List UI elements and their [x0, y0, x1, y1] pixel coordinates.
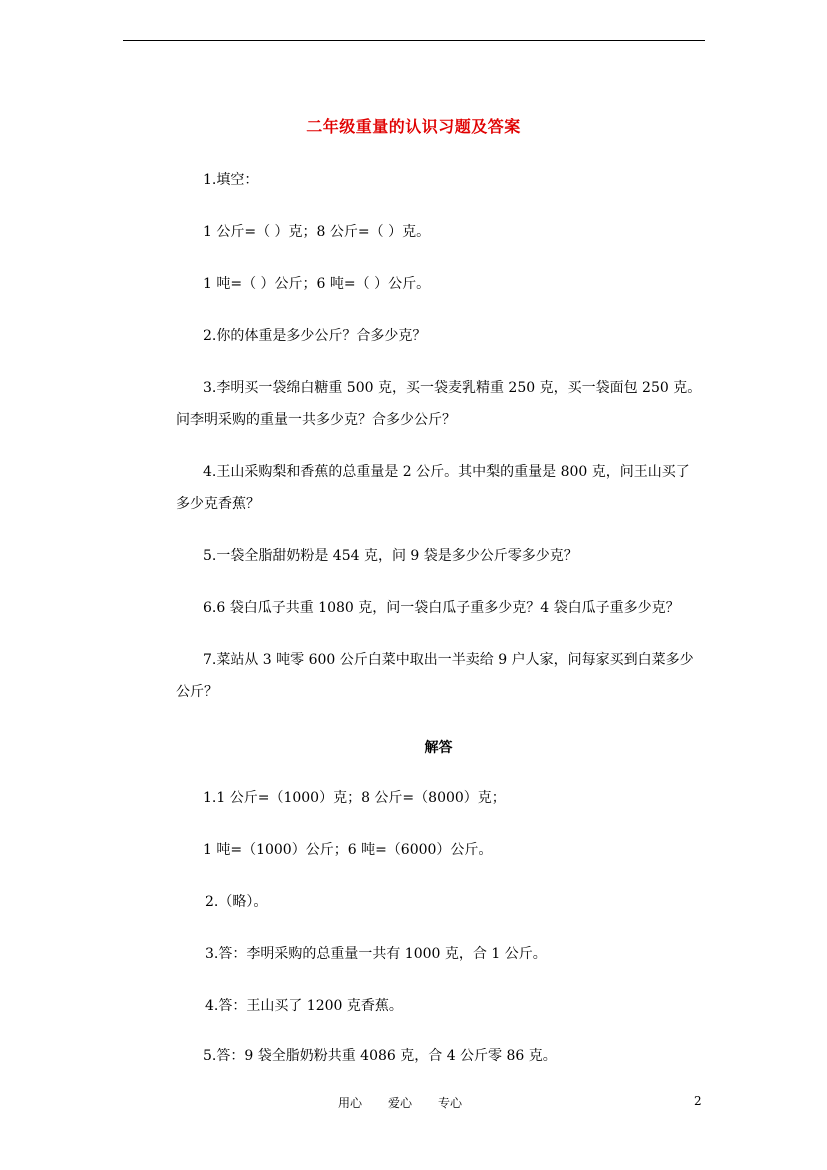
answer-4: 4.答：王山买了 1200 克香蕉。 [205, 998, 403, 1014]
question-1-title: 1.填空： [203, 172, 259, 188]
question-6: 6.6 袋白瓜子共重 1080 克，问一袋白瓜子重多少克？4 袋白瓜子重多少克？ [203, 600, 680, 616]
question-4-line-2: 多少克香蕉？ [176, 496, 260, 512]
question-3-line-2: 问李明采购的重量一共多少克？合多少公斤？ [176, 412, 456, 428]
answer-1-line-1: 1.1 公斤=（1000）克；8 公斤=（8000）克； [203, 790, 506, 806]
question-7-line-2: 公斤？ [176, 684, 218, 700]
answer-5: 5.答：9 袋全脂奶粉共重 4086 克，合 4 公斤零 86 克。 [203, 1048, 557, 1064]
answer-1-line-2: 1 吨=（1000）公斤；6 吨=（6000）公斤。 [203, 842, 493, 858]
question-7-line-1: 7.菜站从 3 吨零 600 公斤白菜中取出一半卖给 9 户人家，问每家买到白菜多少 [203, 652, 694, 668]
question-5: 5.一袋全脂甜奶粉是 454 克，问 9 袋是多少公斤零多少克？ [203, 548, 578, 564]
question-1-line-1: 1 公斤=（ ）克；8 公斤=（ ）克。 [203, 224, 431, 240]
footer-motto-3: 专心 [438, 1096, 463, 1110]
header-rule [123, 40, 705, 41]
answer-2: 2.（略）。 [205, 894, 268, 910]
answer-3: 3.答：李明采购的总重量一共有 1000 克，合 1 公斤。 [205, 946, 547, 962]
page-title: 二年级重量的认识习题及答案 [306, 117, 521, 136]
answers-heading: 解答 [424, 740, 453, 756]
question-4-line-1: 4.王山采购梨和香蕉的总重量是 2 公斤。其中梨的重量是 800 克，问王山买了 [203, 464, 690, 480]
footer-motto-2: 爱心 [388, 1096, 413, 1110]
footer-motto-1: 用心 [338, 1096, 363, 1110]
page-number: 2 [694, 1094, 702, 1108]
question-3-line-1: 3.李明买一袋绵白糖重 500 克，买一袋麦乳精重 250 克，买一袋面包 250 克。 [203, 380, 702, 396]
question-2: 2.你的体重是多少公斤？合多少克？ [203, 328, 427, 344]
question-1-line-2: 1 吨=（ ）公斤；6 吨=（ ）公斤。 [203, 276, 431, 292]
